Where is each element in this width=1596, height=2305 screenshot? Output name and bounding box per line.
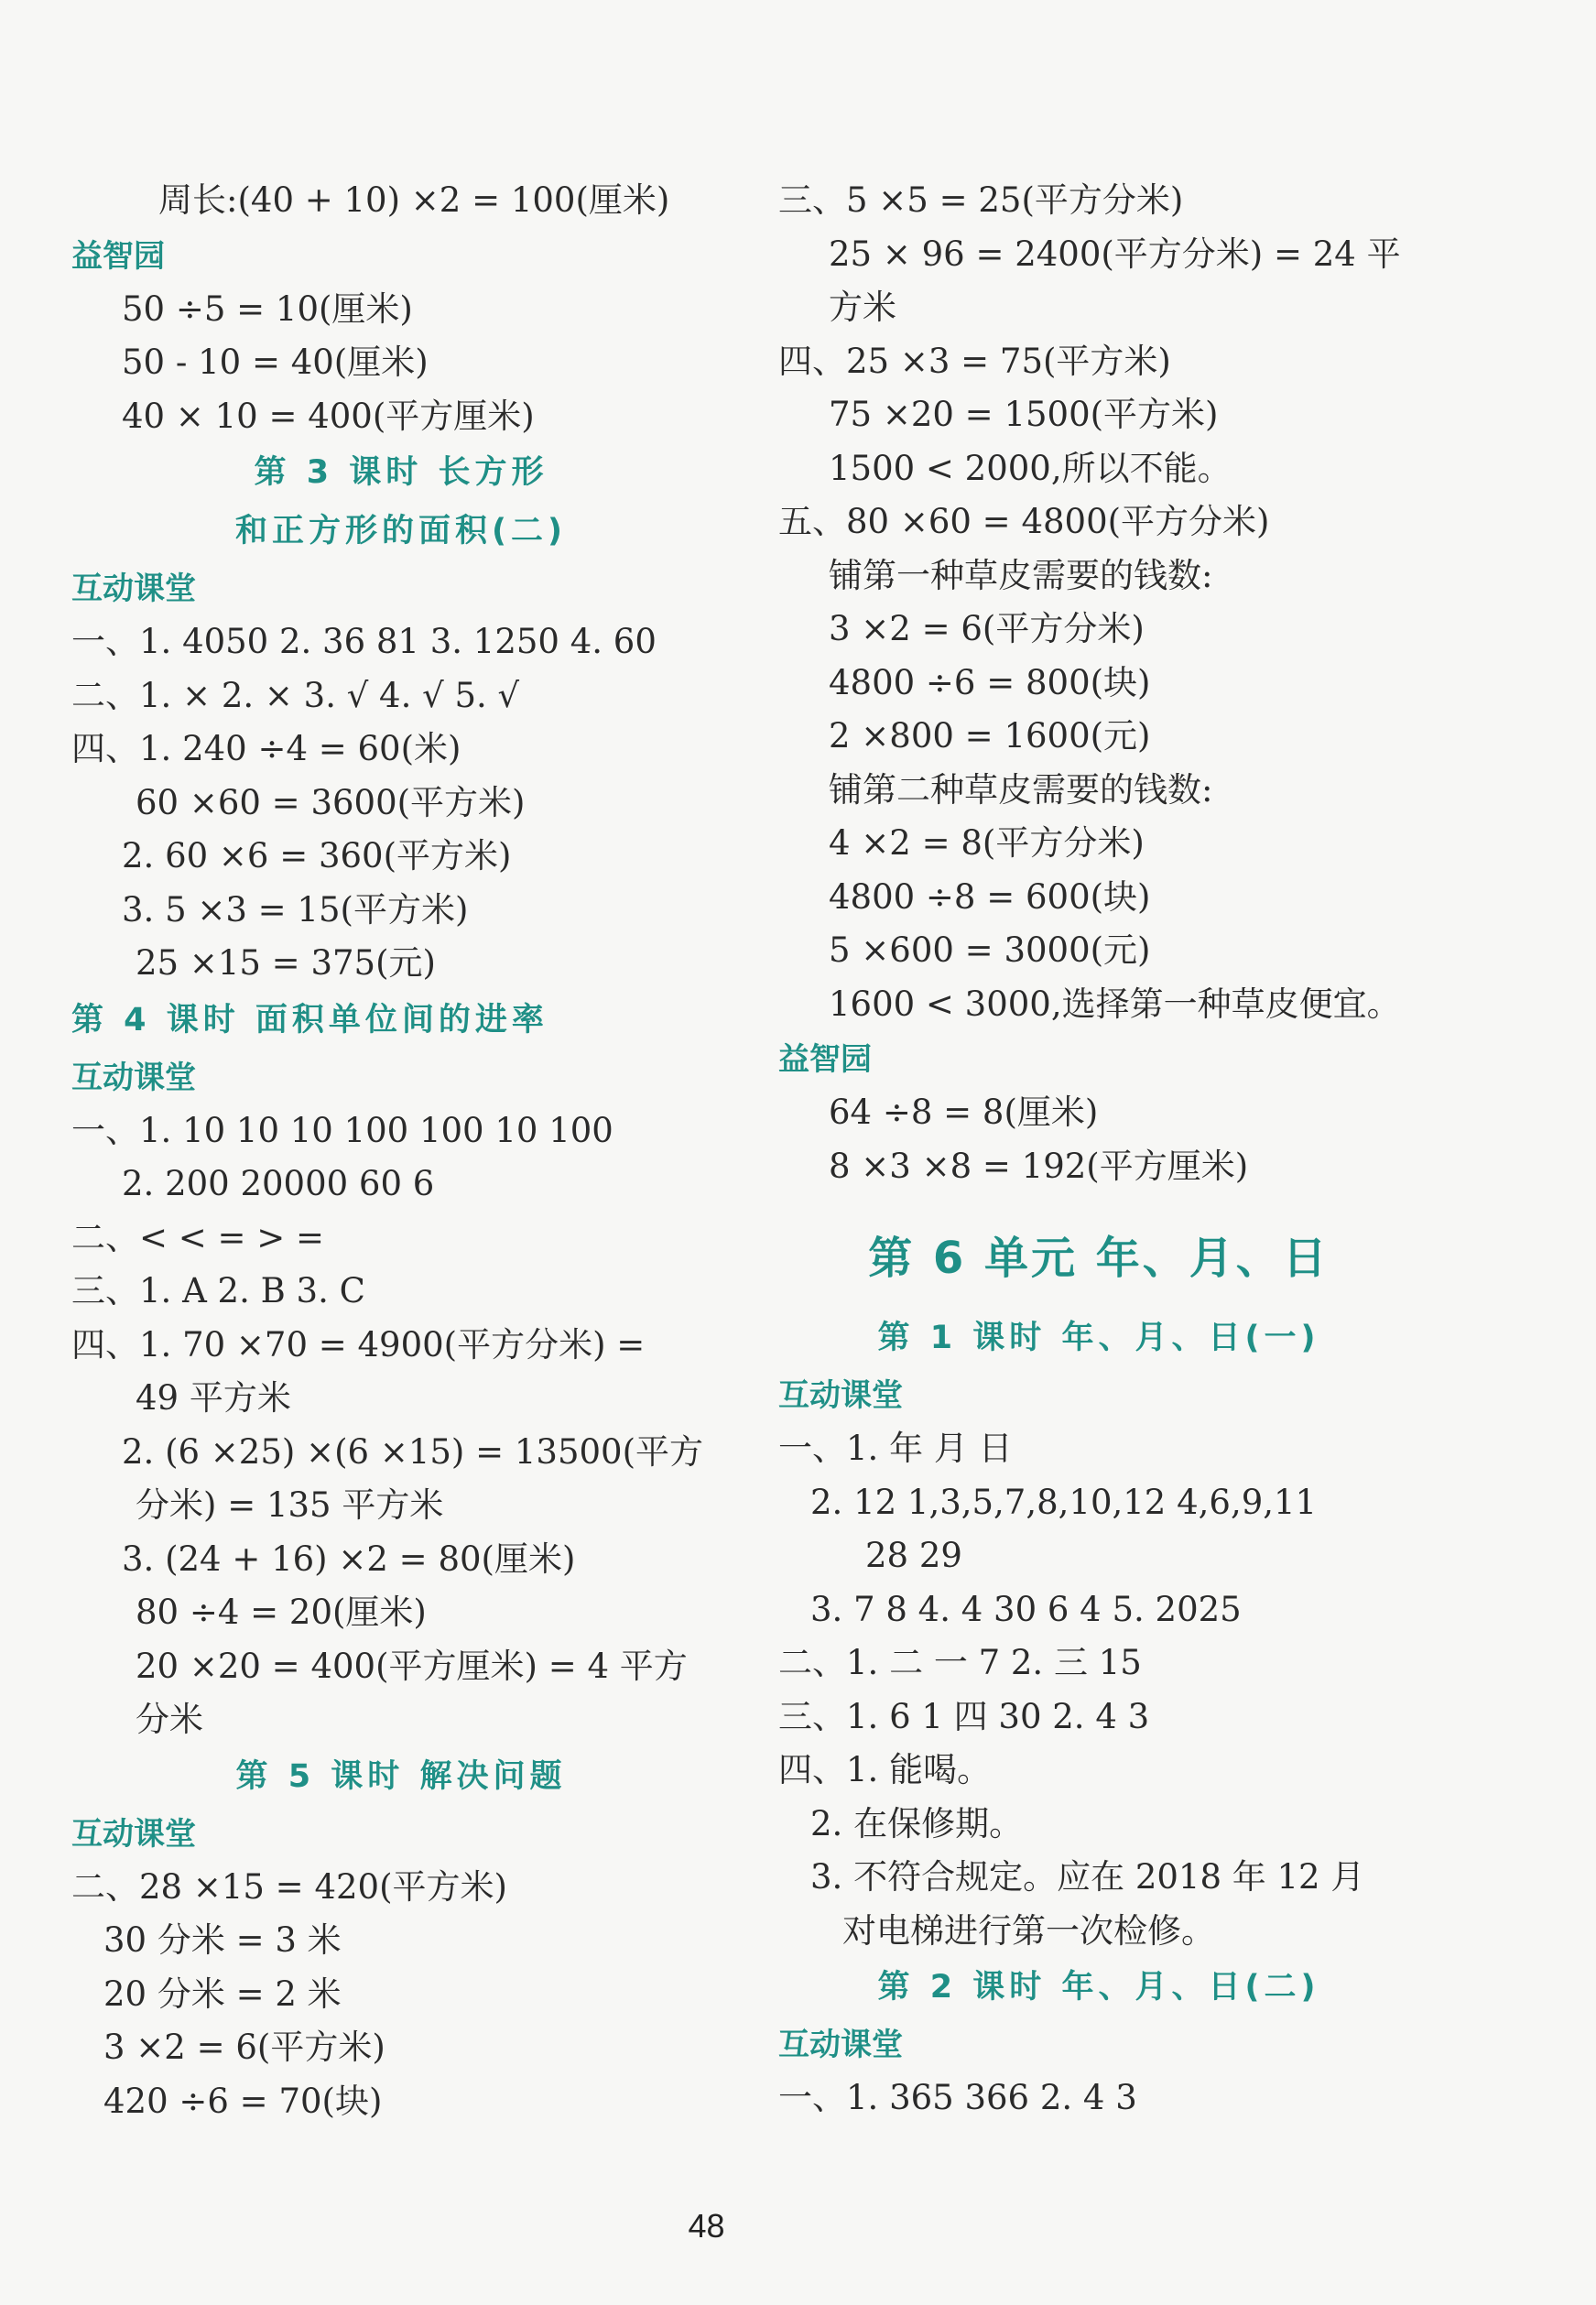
answer-line: 分米) = 135 平方米: [136, 1485, 444, 1525]
answer-line: 20 分米 = 2 米: [103, 1973, 342, 2014]
answer-line: 3. 7 8 4. 4 30 6 4 5. 2025: [810, 1589, 1242, 1629]
answer-line: 75 ×20 = 1500(平方米): [829, 395, 1219, 434]
answer-line: 二、1. × 2. × 3. √ 4. √ 5. √: [71, 675, 520, 715]
lesson-title: 第 5 课时 解决问题: [235, 1757, 567, 1795]
answer-line: 1600 < 3000,选择第一种草皮便宜。: [829, 984, 1401, 1024]
answer-line: 四、1. 能喝。: [778, 1750, 992, 1789]
answer-line: 分米: [136, 1700, 203, 1739]
answer-line: 五、80 ×60 = 4800(平方分米): [778, 502, 1270, 541]
answer-line: 20 ×20 = 400(平方厘米) = 4 平方: [136, 1646, 688, 1686]
answer-line: 60 ×60 = 3600(平方米): [136, 782, 526, 822]
answer-line: 3. 不符合规定。应在 2018 年 12 月: [810, 1857, 1365, 1897]
lesson-title: 第 1 课时 年、月、日(一): [877, 1320, 1320, 1356]
answer-line: 四、1. 70 ×70 = 4900(平方分米) =: [71, 1324, 646, 1365]
answer-line: 周长:(40 + 10) ×2 = 100(厘米): [158, 180, 670, 220]
answer-line: 2. 在保修期。: [810, 1803, 1024, 1843]
answer-line: 3 ×2 = 6(平方分米): [829, 609, 1145, 648]
answer-line: 一、1. 4050 2. 36 81 3. 1250 4. 60: [71, 622, 657, 661]
unit-title: 第 6 单元 年、月、日: [868, 1233, 1330, 1284]
answer-line: 2 ×800 = 1600(元): [829, 716, 1151, 756]
answer-line: 一、1. 年 月 日: [778, 1429, 1013, 1468]
answer-line: 铺第二种草皮需要的钱数:: [829, 769, 1213, 810]
answer-line: 四、1. 240 ÷4 = 60(米): [71, 729, 461, 768]
answer-line: 二、1. 二 一 7 2. 三 15: [778, 1643, 1142, 1682]
answer-line: 4800 ÷8 = 600(块): [829, 876, 1151, 917]
answer-line: 5 ×600 = 3000(元): [829, 930, 1151, 970]
answer-line: 2. 200 20000 60 6: [122, 1164, 435, 1203]
answer-line: 3. 5 ×3 = 15(平方米): [122, 889, 469, 930]
answer-line: 对电梯进行第一次检修。: [842, 1910, 1215, 1951]
section-heading: 益智园: [778, 1041, 872, 1078]
answer-line: 80 ÷4 = 20(厘米): [136, 1593, 427, 1632]
section-heading: 互动课堂: [71, 1815, 196, 1853]
answer-line: 二、28 ×15 = 420(平方米): [71, 1866, 507, 1907]
answer-line: 8 ×3 ×8 = 192(平方厘米): [829, 1146, 1249, 1186]
section-heading: 互动课堂: [71, 1059, 196, 1096]
answer-line: 420 ÷6 = 70(块): [103, 2081, 383, 2121]
section-heading: 益智园: [71, 237, 165, 275]
lesson-title: 第 4 课时 面积单位间的进率: [71, 1001, 548, 1038]
section-heading: 互动课堂: [778, 1377, 903, 1414]
answer-line: 50 - 10 = 40(厘米): [122, 342, 429, 382]
answer-line: 三、1. A 2. B 3. C: [71, 1271, 365, 1310]
answer-line: 四、25 ×3 = 75(平方米): [778, 341, 1171, 381]
answer-line: 方米: [829, 288, 896, 327]
answer-line: 一、1. 10 10 10 100 100 10 100: [71, 1110, 613, 1150]
answer-line: 2. 12 1,3,5,7,8,10,12 4,6,9,11: [810, 1482, 1318, 1522]
answer-line: 50 ÷5 = 10(厘米): [122, 288, 413, 329]
right-column: [778, 174, 1419, 2126]
answer-line: 4 ×2 = 8(平方分米): [829, 823, 1145, 863]
left-column: [71, 174, 731, 2128]
answer-line: 49 平方米: [136, 1378, 291, 1418]
answer-line: 一、1. 365 366 2. 4 3: [778, 2078, 1137, 2117]
answer-line: 40 × 10 = 400(平方厘米): [122, 396, 535, 436]
answer-line: 铺第一种草皮需要的钱数:: [829, 555, 1213, 595]
section-heading: 互动课堂: [778, 2027, 903, 2063]
lesson-title: 第 2 课时 年、月、日(二): [877, 1969, 1320, 2006]
answer-line: 二、< < = > =: [71, 1217, 325, 1257]
answer-line: 25 ×15 = 375(元): [136, 943, 436, 983]
answer-line: 3 ×2 = 6(平方米): [103, 2028, 385, 2067]
answer-line: 28 29: [865, 1536, 962, 1575]
answer-line: 2. 60 ×6 = 360(平方米): [122, 836, 512, 875]
answer-line: 2. (6 ×25) ×(6 ×15) = 13500(平方: [122, 1431, 703, 1472]
lesson-title: 和正方形的面积(二): [235, 513, 567, 549]
answer-line: 三、1. 6 1 四 30 2. 4 3: [778, 1696, 1150, 1736]
section-heading: 互动课堂: [71, 571, 196, 607]
answer-line: 25 × 96 = 2400(平方分米) = 24 平: [829, 234, 1401, 274]
answer-line: 30 分米 = 3 米: [103, 1920, 342, 1960]
answer-line: 64 ÷8 = 8(厘米): [829, 1093, 1099, 1132]
lesson-title: 第 3 课时 长方形: [254, 454, 548, 491]
answer-line: 3. (24 + 16) ×2 = 80(厘米): [122, 1538, 576, 1579]
answer-line: 三、5 ×5 = 25(平方分米): [778, 180, 1184, 220]
answer-line: 1500 < 2000,所以不能。: [829, 448, 1232, 488]
page-number: 48: [688, 2207, 725, 2245]
answer-line: 4800 ÷6 = 800(块): [829, 662, 1151, 702]
